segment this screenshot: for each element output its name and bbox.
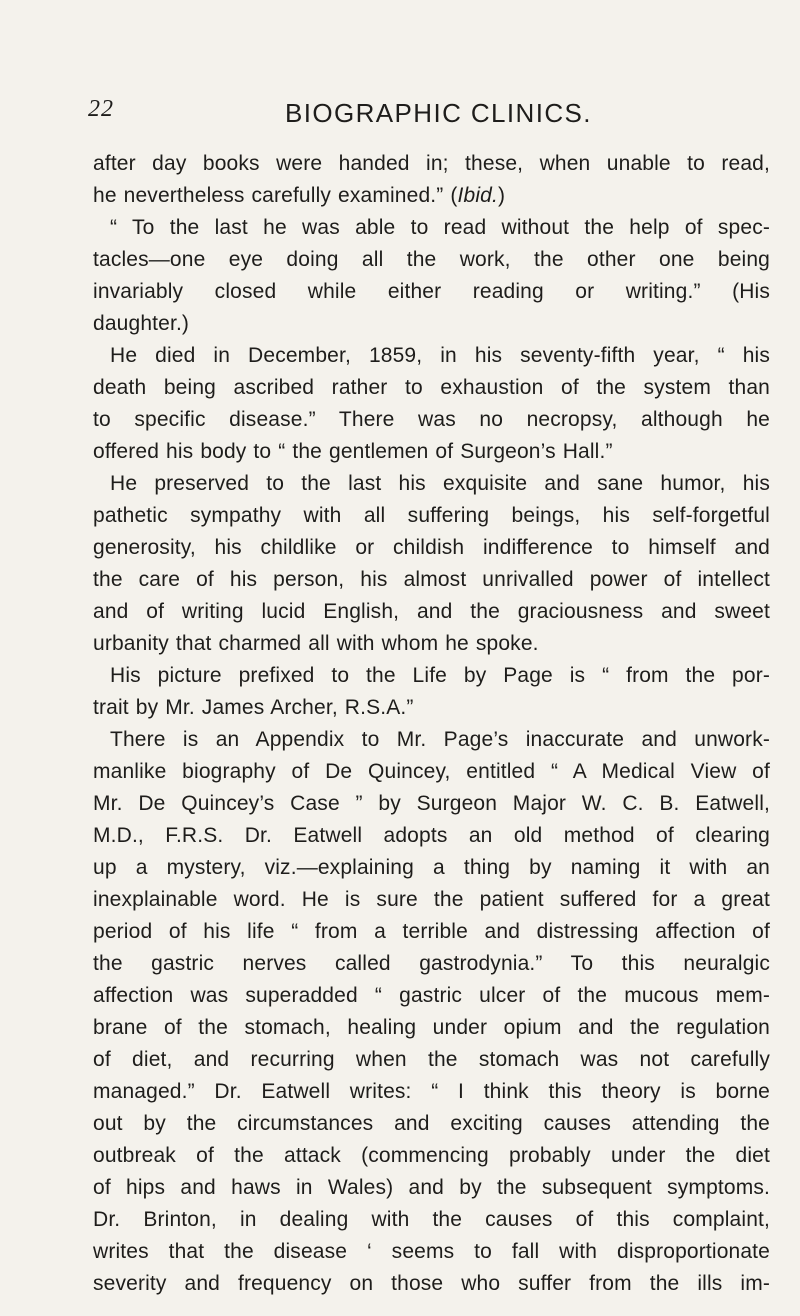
text-line: manlike biography of De Quincey, entitled “ A Medical View of (93, 760, 770, 783)
text-line: and of writing lucid English, and the graciousness and sweet (93, 600, 770, 623)
text-line: the care of his person, his almost unrivalled power of intellect (93, 568, 770, 591)
body-text (93, 148, 770, 1300)
page-number: 22 (88, 96, 114, 122)
text-line: daughter.) (93, 312, 190, 335)
text-line: There is an Appendix to Mr. Page’s inaccurate and unwork- (110, 728, 770, 751)
text-line: death being ascribed rather to exhaustion of the system than (93, 376, 770, 399)
text-line: severity and frequency on those who suffer from the ills im- (93, 1272, 770, 1295)
text-line: urbanity that charmed all with whom he spoke. (93, 632, 539, 655)
text-line: of hips and haws in Wales) and by the subsequent symptoms. (93, 1176, 770, 1199)
text-line: tacles—one eye doing all the work, the other one being (93, 248, 770, 271)
text-line: trait by Mr. James Archer, R.S.A.” (93, 696, 414, 719)
running-title: BIOGRAPHIC CLINICS. (285, 98, 592, 128)
text-line: offered his body to “ the gentlemen of Surgeon’s Hall.” (93, 440, 613, 463)
text-line: writes that the disease ‘ seems to fall with disproportionate (93, 1240, 770, 1263)
text-line: after day books were handed in; these, when unable to read, (93, 152, 770, 175)
text-line: out by the circumstances and exciting causes attending the (93, 1112, 770, 1135)
running-head (88, 96, 772, 136)
text-line: invariably closed while either reading or writing.” (His (93, 280, 770, 303)
text-line: outbreak of the attack (commencing probably under the diet (93, 1144, 770, 1167)
text-line: His picture prefixed to the Life by Page is “ from the por- (110, 664, 770, 687)
text-line: up a mystery, viz.—explaining a thing by naming it with an (93, 856, 770, 879)
text-line: generosity, his childlike or childish indifference to himself and (93, 536, 770, 559)
text-line: He preserved to the last his exquisite and sane humor, his (110, 472, 770, 495)
text-line: managed.” Dr. Eatwell writes: “ I think this theory is borne (93, 1080, 770, 1103)
text-line: period of his life “ from a terrible and distressing affection of (93, 920, 770, 943)
text-line: of diet, and recurring when the stomach was not carefully (93, 1048, 770, 1071)
text-line: M.D., F.R.S. Dr. Eatwell adopts an old method of clearing (93, 824, 770, 847)
text-line: “ To the last he was able to read without the help of spec- (110, 216, 770, 239)
text-line: he nevertheless carefully examined.” (Ibid.) (93, 184, 506, 207)
text-line: inexplainable word. He is sure the patient suffered for a great (93, 888, 770, 911)
text-line: pathetic sympathy with all suffering beings, his self-forgetful (93, 504, 770, 527)
text-line: affection was superadded “ gastric ulcer of the mucous mem- (93, 984, 770, 1007)
text-line: the gastric nerves called gastrodynia.” To this neuralgic (93, 952, 770, 975)
text-line: brane of the stomach, healing under opium and the regulation (93, 1016, 770, 1039)
text-line: Dr. Brinton, in dealing with the causes of this complaint, (93, 1208, 770, 1231)
text-line: Mr. De Quincey’s Case ” by Surgeon Major W. C. B. Eatwell, (93, 792, 770, 815)
text-line: He died in December, 1859, in his seventy-fifth year, “ his (110, 344, 770, 367)
text-line: to specific disease.” There was no necropsy, although he (93, 408, 770, 431)
